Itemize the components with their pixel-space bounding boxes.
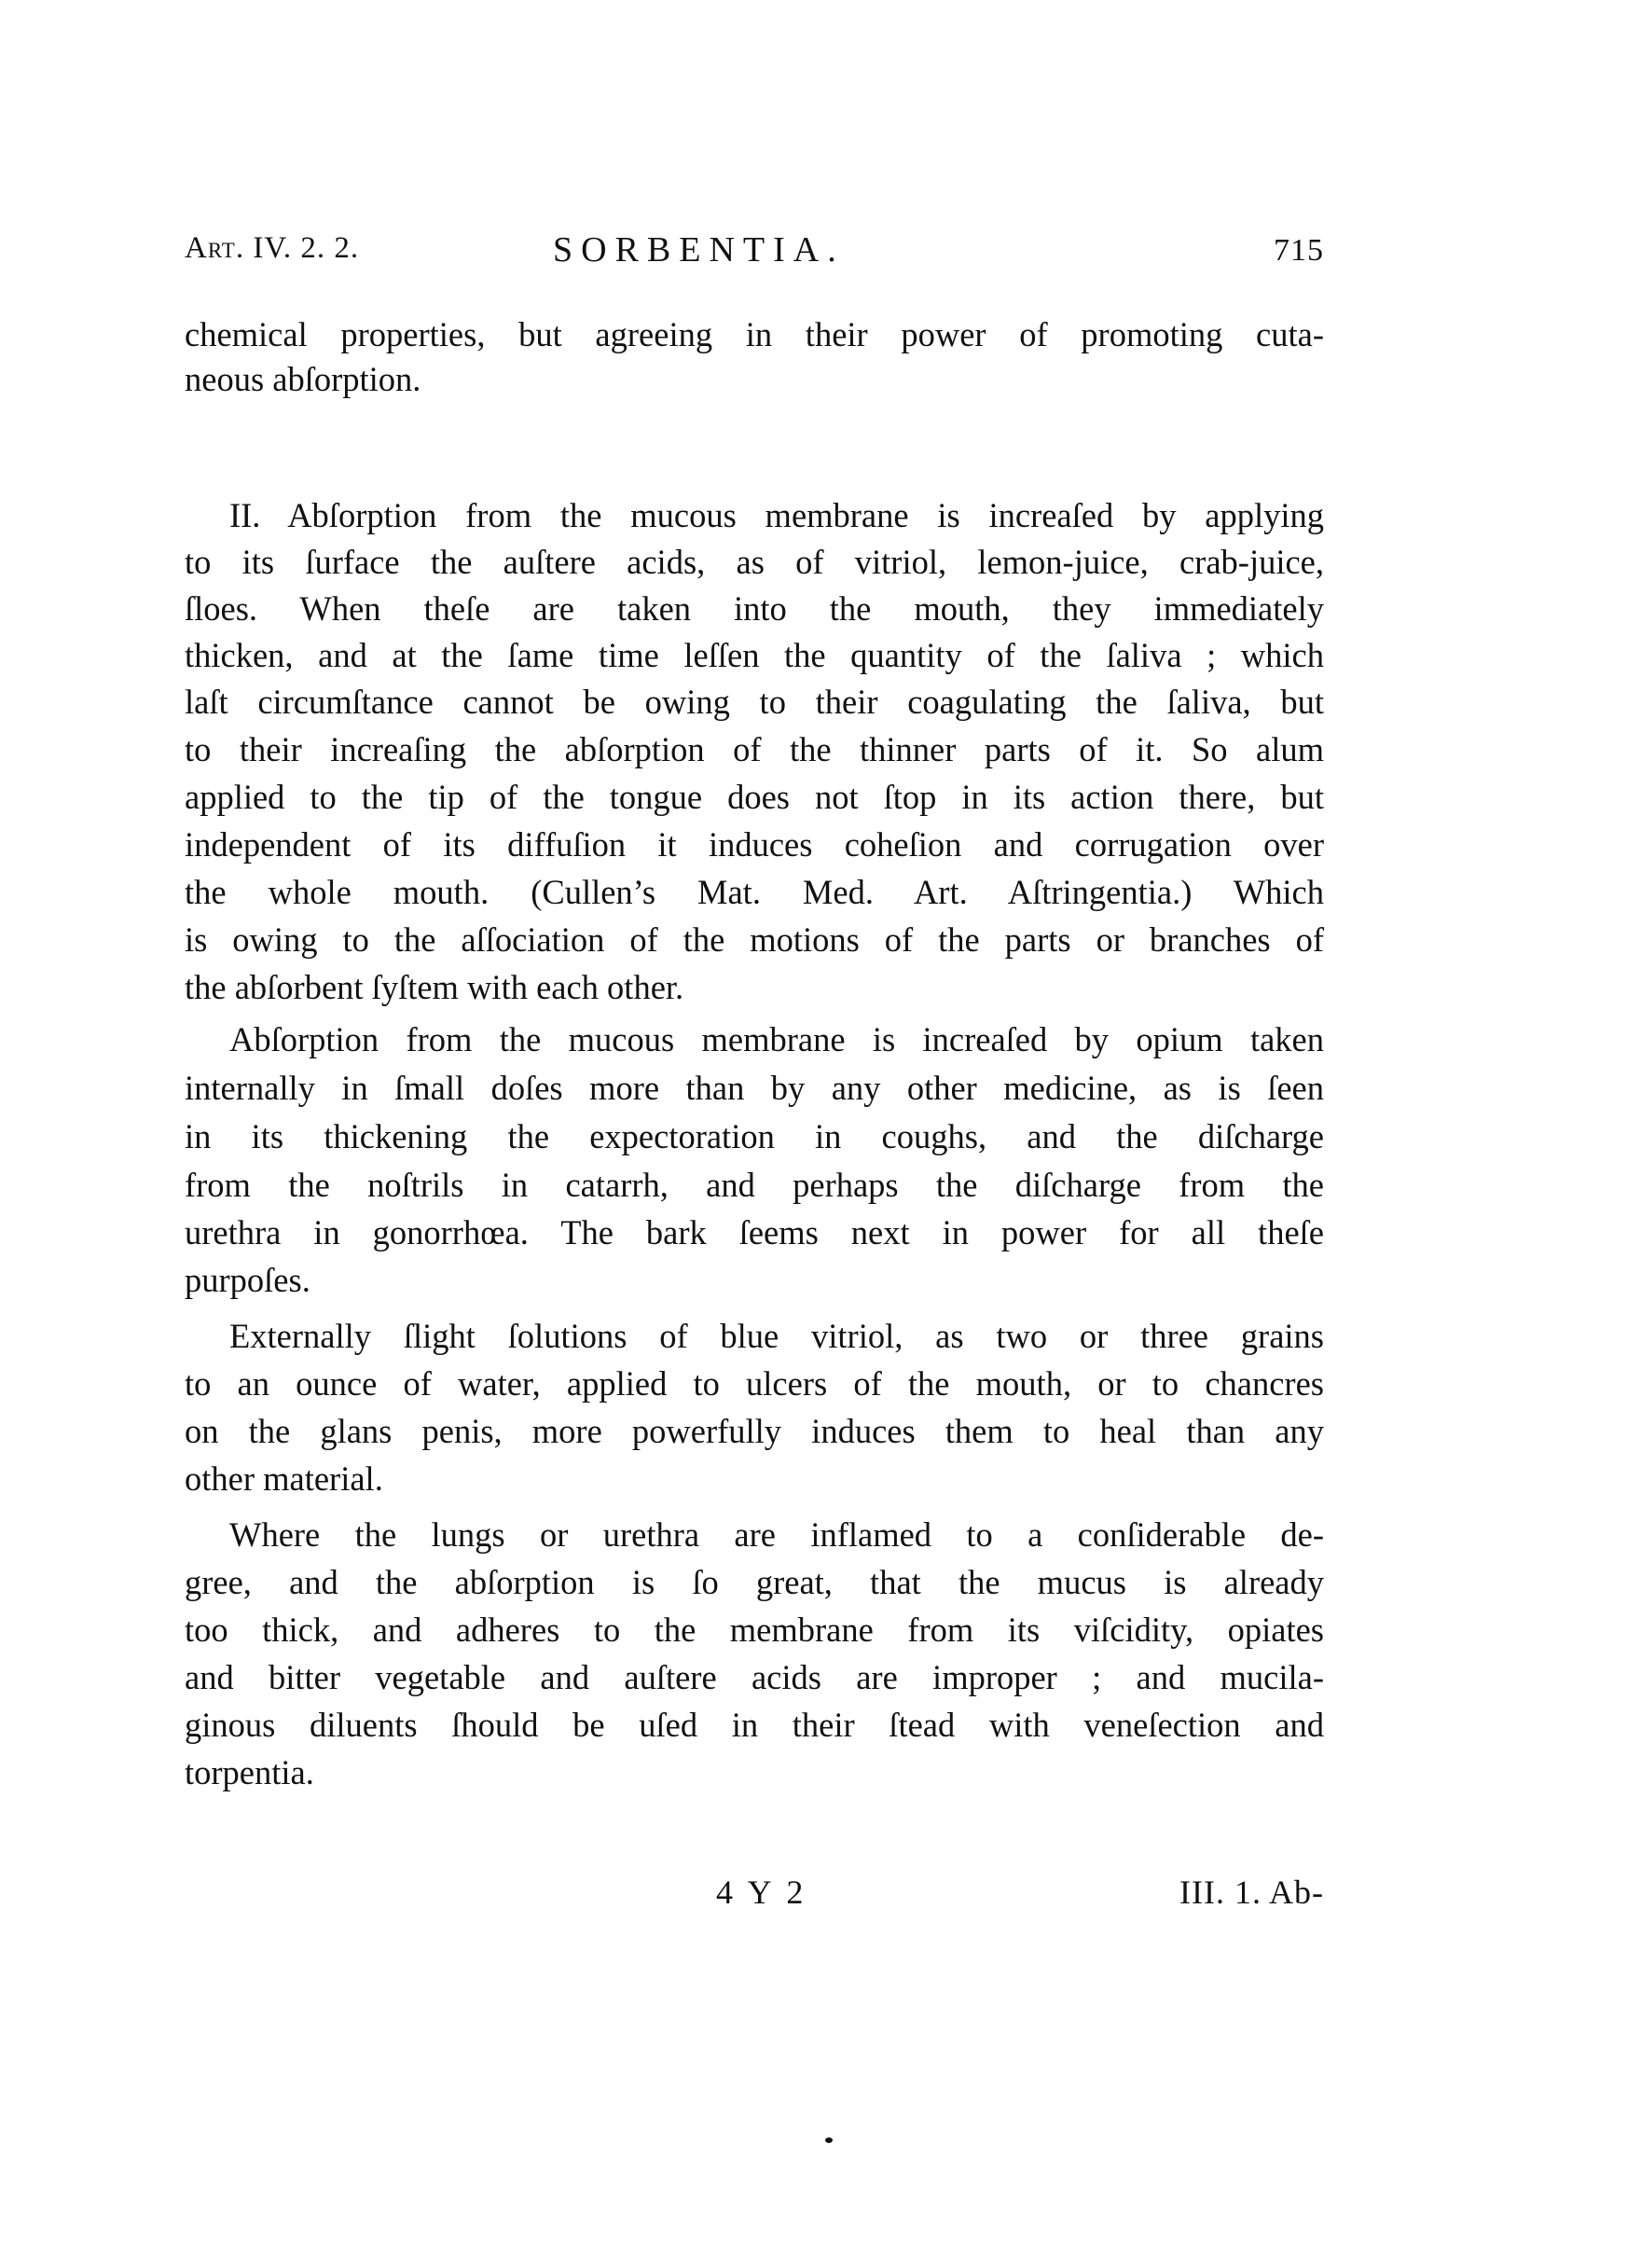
text-line: the abſorbent ſyſtem with each other. xyxy=(185,968,684,1006)
text-line: Externally ſlight ſolutions of blue vitriol, as two or three grains xyxy=(229,1317,1324,1355)
text-line: to an ounce of water, applied to ulcers of the mouth, or to chancres xyxy=(185,1364,1324,1403)
text-line: on the glans penis, more powerfully induces them to heal than any xyxy=(185,1412,1324,1450)
signature-mark: 4 Y 2 xyxy=(716,1874,807,1911)
text-line: II. Abſorption from the mucous membrane is increaſed by applying xyxy=(229,496,1324,534)
text-line: laſt circumſtance cannot be owing to their coagulating the ſaliva, but xyxy=(185,683,1324,721)
text-line: internally in ſmall doſes more than by any other medicine, as is ſeen xyxy=(185,1069,1324,1107)
text-line: thicken, and at the ſame time leſſen the quantity of the ſaliva ; which xyxy=(185,636,1324,674)
article-reference xyxy=(185,231,359,266)
text-line: torpentia. xyxy=(185,1753,314,1791)
text-line: in its thickening the expectoration in coughs, and the diſcharge xyxy=(185,1117,1324,1155)
ink-speck xyxy=(825,2137,833,2143)
text-line: purpoſes. xyxy=(185,1261,310,1299)
text-line: is owing to the aſſociation of the motions of the parts or branches of xyxy=(185,920,1324,959)
text-line: independent of its diffuſion it induces coheſion and corrugation over xyxy=(185,825,1324,864)
text-line: Where the lungs or urethra are inflamed to a conſiderable de- xyxy=(229,1515,1324,1554)
article-label: Art. xyxy=(185,231,245,265)
catchword: III. 1. Ab- xyxy=(1179,1874,1324,1911)
text-line: urethra in gonorrhœa. The bark ſeems next in power for all theſe xyxy=(185,1213,1324,1252)
article-number: IV. 2. 2. xyxy=(244,231,360,265)
page-footer xyxy=(185,1873,1324,1929)
text-line: applied to the tip of the tongue does not ſtop in its action there, but xyxy=(185,778,1324,816)
text-line: too thick, and adheres to the membrane from its viſcidity, opiates xyxy=(185,1611,1324,1649)
text-line: other material. xyxy=(185,1459,383,1498)
text-line: ſloes. When theſe are taken into the mouth, they immediately xyxy=(185,589,1324,628)
page-number: 715 xyxy=(1274,233,1324,268)
text-line: and bitter vegetable and auſtere acids are improper ; and mucila- xyxy=(185,1658,1324,1696)
text-line: gree, and the abſorption is ſo great, that the mucus is already xyxy=(185,1563,1324,1601)
text-line: to its ſurface the auſtere acids, as of vitriol, lemon-juice, crab-juice, xyxy=(185,543,1324,581)
text-line: Abſorption from the mucous membrane is increaſed by opium taken xyxy=(229,1020,1324,1058)
text-line: neous abſorption. xyxy=(185,360,421,398)
text-line: from the noſtrils in catarrh, and perhaps the diſcharge from the xyxy=(185,1166,1324,1204)
text-line: chemical properties, but agreeing in their power of promoting cuta- xyxy=(185,315,1324,353)
running-head xyxy=(185,231,1324,284)
section-title: SORBENTIA. xyxy=(553,230,845,270)
text-line: ginous diluents ſhould be uſed in their ſtead with veneſection and xyxy=(185,1706,1324,1744)
text-line: to their increaſing the abſorption of the thinner parts of it. So alum xyxy=(185,730,1324,768)
text-line: the whole mouth. (Cullen’s Mat. Med. Art. Aſtringentia.) Which xyxy=(185,873,1324,911)
